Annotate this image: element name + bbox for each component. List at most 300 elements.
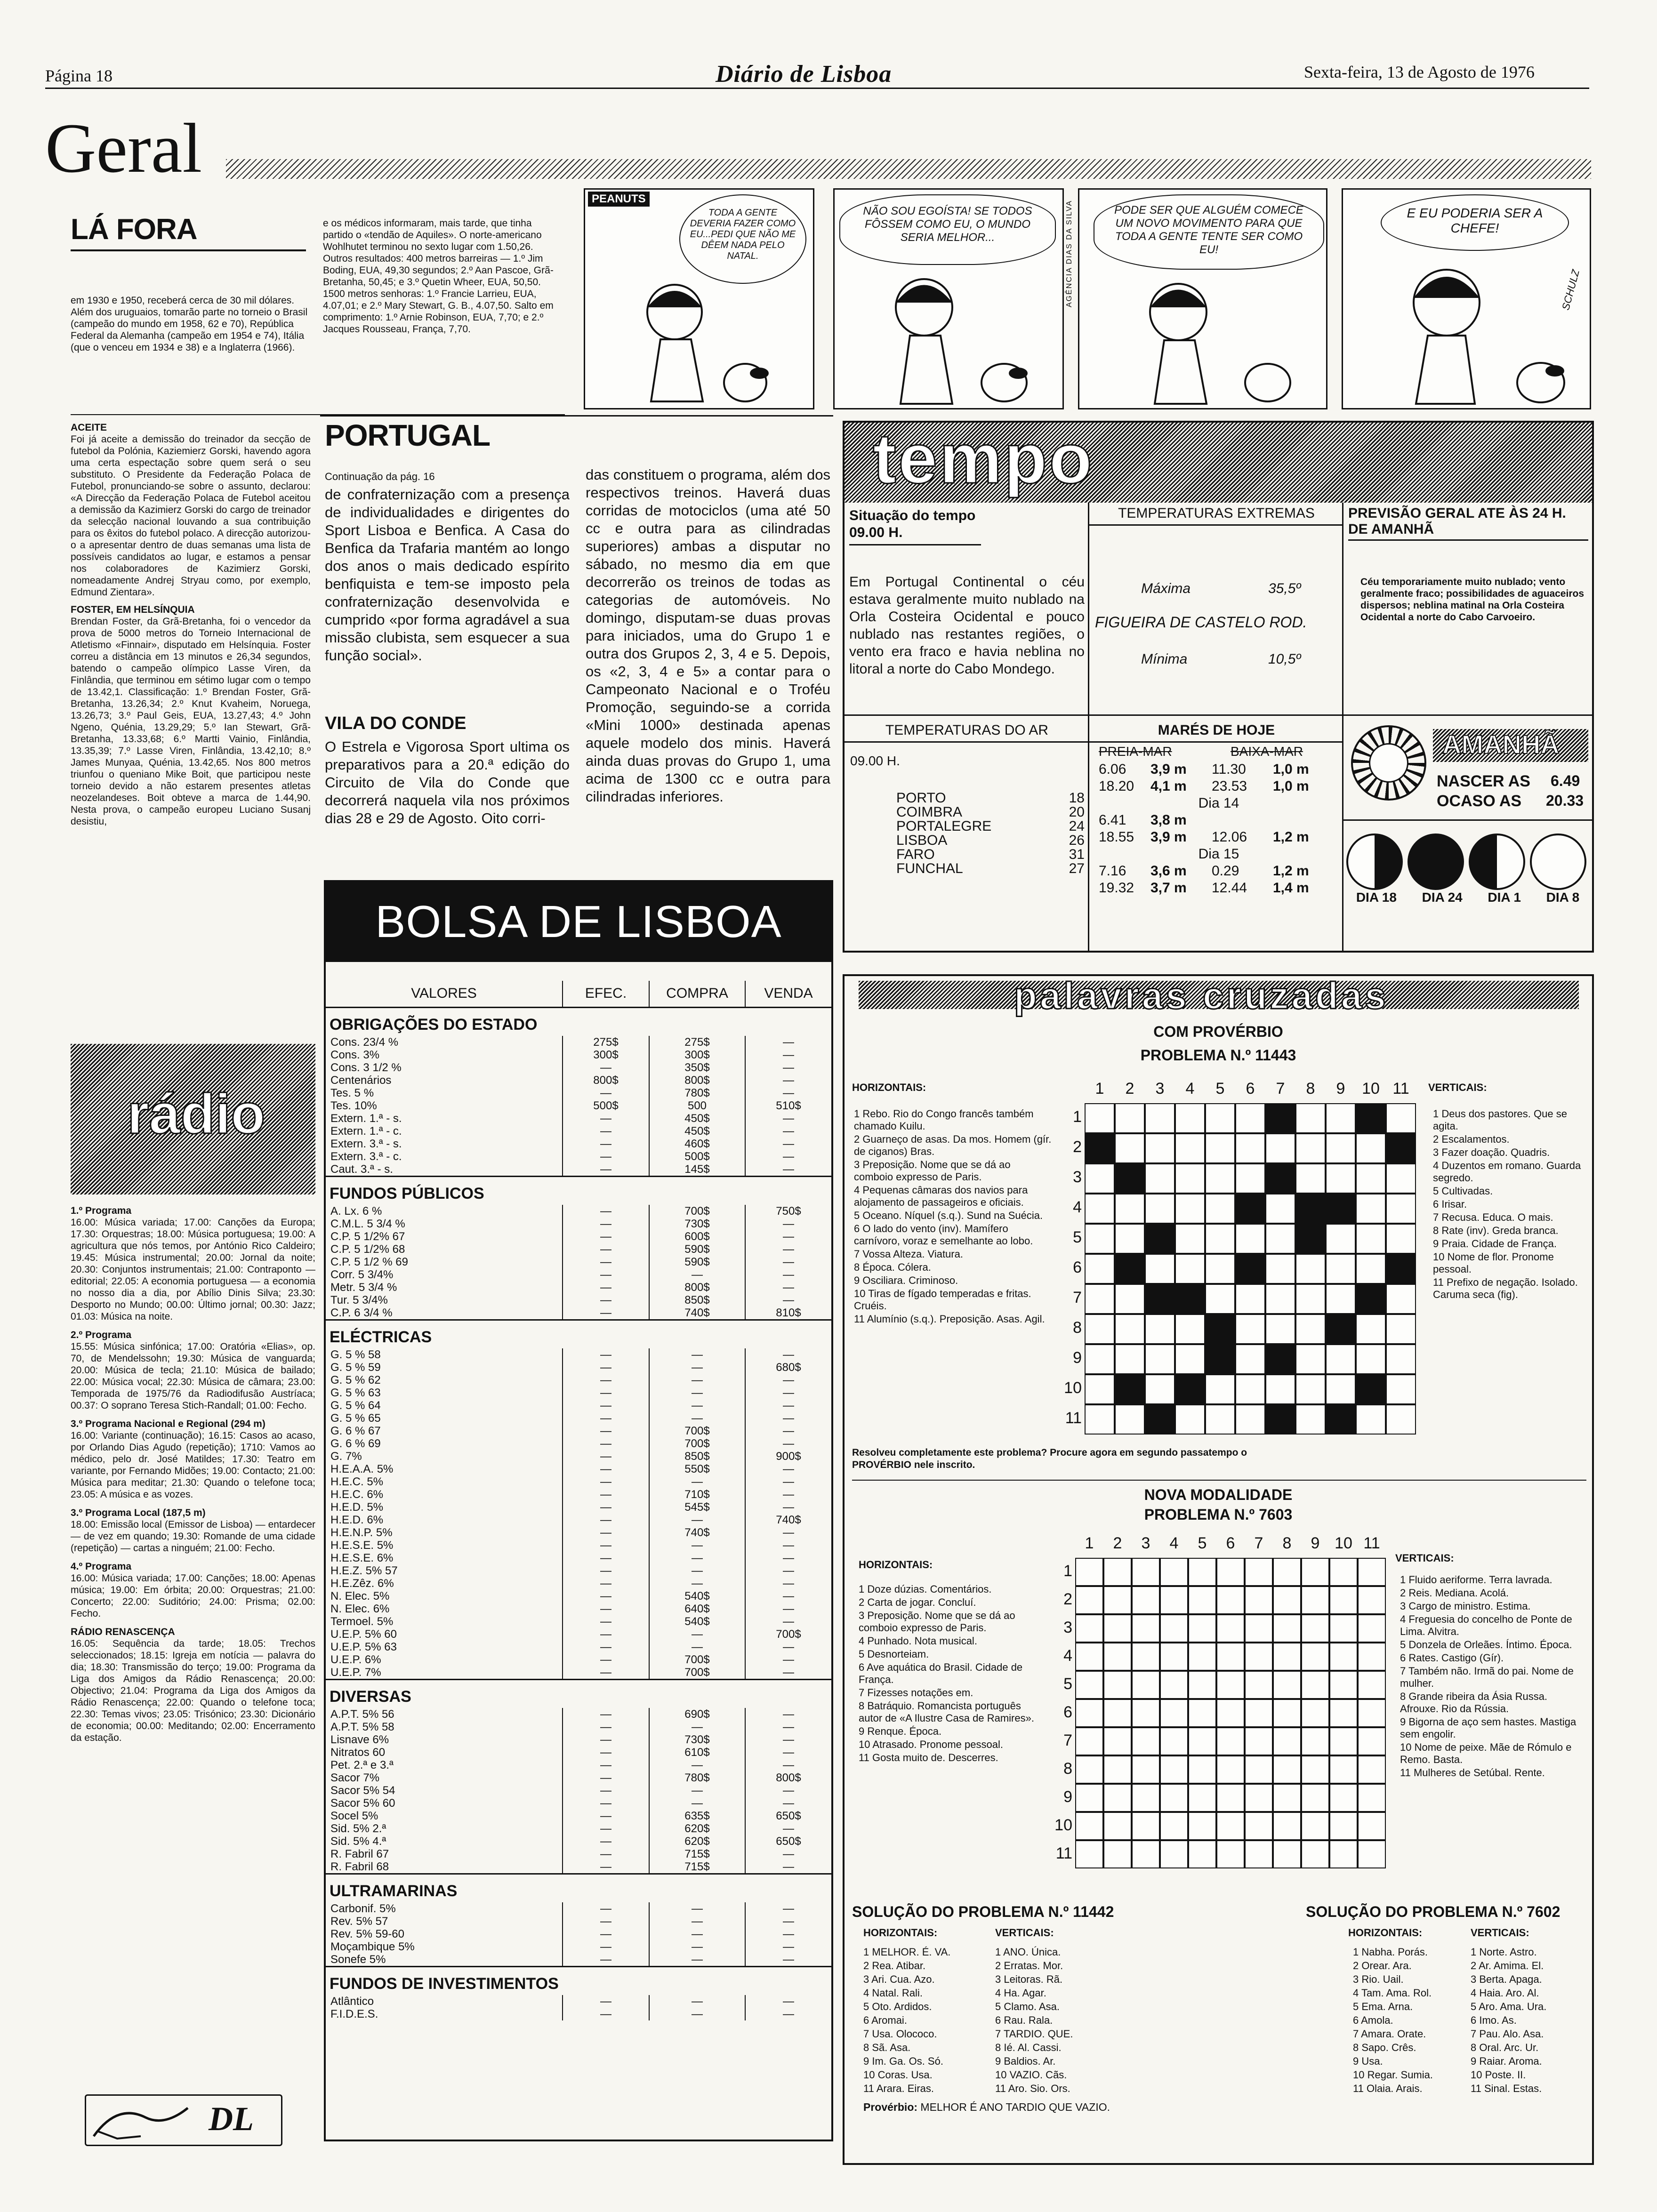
crossword-cell[interactable] (1115, 1163, 1145, 1194)
crossword-cell[interactable] (1115, 1133, 1145, 1163)
crossword-cell[interactable] (1160, 1812, 1188, 1840)
crossword-cell[interactable] (1356, 1344, 1386, 1374)
clue-item: 7 TARDIO. QUE. (995, 2028, 1073, 2040)
table-row (326, 1450, 831, 1463)
crossword-cell[interactable] (1075, 1643, 1103, 1671)
crossword-cell[interactable] (1160, 1614, 1188, 1643)
crossword-cell[interactable] (1273, 1671, 1301, 1699)
crossword-cell[interactable] (1273, 1614, 1301, 1643)
crossword-cell[interactable] (1085, 1284, 1115, 1314)
crossword-cell[interactable] (1188, 1699, 1216, 1727)
crossword-cell[interactable] (1295, 1133, 1326, 1163)
crossword-cell[interactable] (1160, 1699, 1188, 1727)
crossword-cell[interactable] (1356, 1314, 1386, 1344)
bolsa-compra: — (649, 1348, 745, 1361)
problem-1-title: PROBLEMA N.º 11443 (1140, 1047, 1296, 1064)
crossword-cell[interactable] (1075, 1727, 1103, 1755)
table-row (326, 1049, 831, 1061)
crossword-cell[interactable] (1160, 1840, 1188, 1868)
bolsa-valor: C.P. 6 3/4 % (326, 1306, 563, 1320)
crossword-cell[interactable] (1245, 1586, 1273, 1614)
crossword-cell[interactable] (1132, 1755, 1160, 1784)
bolsa-efec: — (563, 1822, 649, 1835)
crossword-cell[interactable] (1301, 1755, 1329, 1784)
crossword-cell[interactable] (1301, 1699, 1329, 1727)
bolsa-valor: U.E.P. 7% (326, 1666, 563, 1680)
crossword-cell[interactable] (1245, 1812, 1273, 1840)
clue-item: 4 Freguesia do concelho de Ponte de Lima. Alvitra. (1400, 1613, 1572, 1637)
clue-item: 5 Donzela de Orleães. Íntimo. Época. (1400, 1639, 1572, 1651)
crossword-cell[interactable] (1132, 1558, 1160, 1586)
crossword-cell[interactable] (1235, 1163, 1265, 1194)
ar-panel (845, 716, 1089, 951)
bolsa-efec: — (563, 1603, 649, 1615)
crossword-cell[interactable] (1085, 1254, 1115, 1284)
crossword-cell[interactable] (1160, 1727, 1188, 1755)
table-row (326, 1835, 831, 1848)
crossword-cell[interactable] (1329, 1671, 1358, 1699)
crossword-cell[interactable] (1188, 1643, 1216, 1671)
crossword-cell[interactable] (1175, 1163, 1205, 1194)
crossword-cell[interactable] (1205, 1194, 1235, 1224)
clue-item: 3 Preposição. Nome que se dá ao comboio expresso de Paris. (859, 1610, 1015, 1634)
crossword-cell[interactable] (1245, 1558, 1273, 1586)
crossword-cell[interactable] (1103, 1812, 1132, 1840)
crossword-cell[interactable] (1145, 1133, 1175, 1163)
crossword-cell[interactable] (1301, 1558, 1329, 1586)
crossword-cell[interactable] (1188, 1812, 1216, 1840)
crossword-cell[interactable] (1188, 1727, 1216, 1755)
crossword-cell[interactable] (1145, 1194, 1175, 1224)
crossword-cell[interactable] (1075, 1558, 1103, 1586)
crossword-cell[interactable] (1216, 1558, 1245, 1586)
crossword-cell[interactable] (1216, 1812, 1245, 1840)
crossword-cell[interactable] (1265, 1404, 1295, 1435)
clue-item: 2 Rea. Atibar. (863, 1960, 926, 1972)
crossword-cell[interactable] (1075, 1614, 1103, 1643)
crossword-cell[interactable] (1326, 1133, 1356, 1163)
crossword-cell[interactable] (1265, 1344, 1295, 1374)
crossword-cell[interactable] (1329, 1784, 1358, 1812)
crossword-cell[interactable] (1295, 1284, 1326, 1314)
crossword-cell[interactable] (1160, 1643, 1188, 1671)
crossword-cell[interactable] (1295, 1374, 1326, 1404)
crossword-cell[interactable] (1205, 1404, 1235, 1435)
crossword-cell[interactable] (1356, 1133, 1386, 1163)
crossword-cell[interactable] (1265, 1103, 1295, 1133)
crossword-cell[interactable] (1329, 1558, 1358, 1586)
bolsa-compra: 450$ (649, 1112, 745, 1125)
crossword-cell[interactable] (1132, 1671, 1160, 1699)
crossword-cell[interactable] (1329, 1812, 1358, 1840)
aceite-heading: ACEITE (71, 422, 107, 433)
crossword-cell[interactable] (1103, 1614, 1132, 1643)
crossword-cell[interactable] (1273, 1558, 1301, 1586)
crossword-cell[interactable] (1265, 1284, 1295, 1314)
crossword-cell[interactable] (1265, 1374, 1295, 1404)
crossword-cell[interactable] (1329, 1755, 1358, 1784)
crossword-cell[interactable] (1273, 1727, 1301, 1755)
crossword-cell[interactable] (1273, 1840, 1301, 1868)
crossword-cell[interactable] (1265, 1163, 1295, 1194)
crossword-cell[interactable] (1205, 1254, 1235, 1284)
crossword-cell[interactable] (1329, 1643, 1358, 1671)
crossword-cell[interactable] (1265, 1133, 1295, 1163)
crossword-cell[interactable] (1273, 1784, 1301, 1812)
crossword-cell[interactable] (1356, 1224, 1386, 1254)
crossword-cell[interactable] (1175, 1284, 1205, 1314)
crossword-cell[interactable] (1175, 1133, 1205, 1163)
crossword-cell[interactable] (1356, 1103, 1386, 1133)
bolsa-venda: 810$ (776, 1306, 801, 1319)
crossword-cell[interactable] (1103, 1755, 1132, 1784)
crossword-cell[interactable] (1175, 1254, 1205, 1284)
crossword-cell[interactable] (1295, 1314, 1326, 1344)
crossword-cell[interactable] (1358, 1614, 1386, 1643)
crossword-cell[interactable] (1085, 1194, 1115, 1224)
crossword-cell[interactable] (1329, 1614, 1358, 1643)
crossword-cell[interactable] (1326, 1344, 1356, 1374)
crossword-cell[interactable] (1358, 1840, 1386, 1868)
bolsa-venda: — (783, 1281, 794, 1294)
crossword-cell[interactable] (1295, 1404, 1326, 1435)
crossword-cell[interactable] (1235, 1284, 1265, 1314)
crossword-cell[interactable] (1301, 1812, 1329, 1840)
crossword-cell[interactable] (1115, 1344, 1145, 1374)
bolsa-efec: — (563, 1268, 649, 1281)
crossword-cell[interactable] (1216, 1755, 1245, 1784)
minima-label: Mínima (1141, 651, 1188, 667)
crossword-cell[interactable] (1326, 1103, 1356, 1133)
crossword-cell[interactable] (1175, 1314, 1205, 1344)
crossword-cell[interactable] (1329, 1699, 1358, 1727)
crossword-cell[interactable] (1103, 1558, 1132, 1586)
crossword-cell[interactable] (1145, 1404, 1175, 1435)
crossword-cell[interactable] (1245, 1614, 1273, 1643)
crossword-cell[interactable] (1265, 1254, 1295, 1284)
crossword-cell[interactable] (1085, 1374, 1115, 1404)
tempo-banner (845, 419, 1592, 503)
crossword-cell[interactable] (1085, 1404, 1115, 1435)
crossword-cell[interactable] (1216, 1643, 1245, 1671)
crossword-cell[interactable] (1326, 1254, 1356, 1284)
crossword-cell[interactable] (1386, 1344, 1416, 1374)
crossword-cell[interactable] (1175, 1224, 1205, 1254)
bolsa-efec: — (563, 1437, 649, 1450)
bolsa-efec: 500$ (563, 1099, 649, 1112)
crossword-cell[interactable] (1085, 1344, 1115, 1374)
crossword-cell[interactable] (1205, 1163, 1235, 1194)
clue-item: 8 Oral. Arc. Ur. (1471, 2042, 1539, 2053)
crossword-cell[interactable] (1216, 1840, 1245, 1868)
crossword-cell[interactable] (1188, 1671, 1216, 1699)
comic-panel-3 (1065, 188, 1327, 409)
crossword-cell[interactable] (1075, 1812, 1103, 1840)
crossword-cell[interactable] (1235, 1404, 1265, 1435)
crossword-cell[interactable] (1115, 1194, 1145, 1224)
crossword-cell[interactable] (1085, 1163, 1115, 1194)
crossword-cell[interactable] (1103, 1840, 1132, 1868)
crossword-cell[interactable] (1358, 1558, 1386, 1586)
bolsa-compra: 610$ (649, 1746, 745, 1759)
crossword-cell[interactable] (1326, 1163, 1356, 1194)
clue-item: 5 Oto. Ardidos. (863, 2001, 932, 2012)
crossword-cell[interactable] (1265, 1194, 1295, 1224)
bolsa-venda: — (783, 1640, 794, 1653)
crossword-cell[interactable] (1356, 1374, 1386, 1404)
crossword-cell[interactable] (1145, 1163, 1175, 1194)
crossword-cell[interactable] (1216, 1671, 1245, 1699)
crossword-cell[interactable] (1205, 1224, 1235, 1254)
crossword-cell[interactable] (1265, 1224, 1295, 1254)
crossword-cell[interactable] (1245, 1840, 1273, 1868)
crossword-cell[interactable] (1115, 1103, 1145, 1133)
crossword-cell[interactable] (1175, 1194, 1205, 1224)
previsao-panel (1343, 503, 1592, 738)
crossword-cell[interactable] (1132, 1812, 1160, 1840)
crossword-cell[interactable] (1145, 1284, 1175, 1314)
crossword-cell[interactable] (1235, 1224, 1265, 1254)
crossword-cell[interactable] (1356, 1284, 1386, 1314)
bolsa-table (326, 981, 831, 2020)
crossword-cell[interactable] (1386, 1163, 1416, 1194)
crossword-cell[interactable] (1175, 1374, 1205, 1404)
table-row (326, 1733, 831, 1746)
crossword-cell[interactable] (1386, 1194, 1416, 1224)
crossword-cell[interactable] (1295, 1163, 1326, 1194)
crossword-cell[interactable] (1085, 1133, 1115, 1163)
crossword-cell[interactable] (1160, 1784, 1188, 1812)
city-temp: 24 (1069, 818, 1085, 834)
crossword-cell[interactable] (1205, 1133, 1235, 1163)
crossword-cell[interactable] (1326, 1194, 1356, 1224)
bolsa-efec: — (563, 1526, 649, 1539)
crossword-cell[interactable] (1085, 1314, 1115, 1344)
moon-phases (1346, 834, 1591, 885)
crossword-cell[interactable] (1356, 1194, 1386, 1224)
crossword-cell[interactable] (1188, 1784, 1216, 1812)
crossword-cell[interactable] (1115, 1374, 1145, 1404)
crossword-cell[interactable] (1386, 1133, 1416, 1163)
crossword-cell[interactable] (1188, 1840, 1216, 1868)
crossword-cell[interactable] (1115, 1284, 1145, 1314)
grid-column-number: 7 (1276, 1080, 1285, 1098)
crossword-cell[interactable] (1235, 1254, 1265, 1284)
crossword-cell[interactable] (1132, 1699, 1160, 1727)
crossword-cell[interactable] (1188, 1558, 1216, 1586)
crossword-cell[interactable] (1085, 1103, 1115, 1133)
bolsa-compra: 730$ (649, 1218, 745, 1230)
crossword-cell[interactable] (1145, 1314, 1175, 1344)
crossword-cell[interactable] (1103, 1643, 1132, 1671)
crossword-cell[interactable] (1145, 1224, 1175, 1254)
crossword-cell[interactable] (1145, 1344, 1175, 1374)
crossword-cell[interactable] (1103, 1671, 1132, 1699)
crossword-cell[interactable] (1205, 1103, 1235, 1133)
crossword-cell[interactable] (1386, 1404, 1416, 1435)
crossword-cell[interactable] (1160, 1558, 1188, 1586)
crossword-cell[interactable] (1115, 1224, 1145, 1254)
crossword-cell[interactable] (1205, 1374, 1235, 1404)
crossword-cell[interactable] (1326, 1374, 1356, 1404)
crossword-cell[interactable] (1273, 1586, 1301, 1614)
crossword-cell[interactable] (1160, 1671, 1188, 1699)
crossword-cell[interactable] (1358, 1643, 1386, 1671)
crossword-cell[interactable] (1085, 1224, 1115, 1254)
crossword-cell[interactable] (1326, 1404, 1356, 1435)
crossword-cell[interactable] (1386, 1374, 1416, 1404)
crossword-cell[interactable] (1356, 1254, 1386, 1284)
crossword-cell[interactable] (1386, 1314, 1416, 1344)
crossword-cell[interactable] (1265, 1314, 1295, 1344)
crossword-cell[interactable] (1386, 1224, 1416, 1254)
crossword-cell[interactable] (1235, 1133, 1265, 1163)
bolsa-compra: — (649, 1784, 745, 1797)
crossword-cell[interactable] (1301, 1840, 1329, 1868)
clue-item: 5 Oceano. Níquel (s.q.). Sund na Suécia. (854, 1210, 1043, 1221)
crossword-cell[interactable] (1386, 1254, 1416, 1284)
situacao-text: Em Portugal Continental o céu estava geralmente muito nublado na Orla Costeira Ocidental e pouco nublado nas restantes regiões, o vento era fraco e havia neblina no litoral a norte do Cabo Mondego. (849, 574, 1085, 677)
crossword-cell[interactable] (1301, 1727, 1329, 1755)
crossword-cell[interactable] (1132, 1586, 1160, 1614)
crossword-cell[interactable] (1301, 1784, 1329, 1812)
crossword-cell[interactable] (1132, 1784, 1160, 1812)
bolsa-venda: — (783, 1137, 794, 1150)
crossword-cell[interactable] (1235, 1194, 1265, 1224)
crossword-cell[interactable] (1329, 1586, 1358, 1614)
crossword-cell[interactable] (1326, 1314, 1356, 1344)
footer-logo-text: DL (209, 2100, 254, 2138)
bolsa-venda: — (783, 1112, 794, 1125)
crossword-cell[interactable] (1326, 1284, 1356, 1314)
crossword-cell[interactable] (1386, 1103, 1416, 1133)
crossword-cell[interactable] (1175, 1103, 1205, 1133)
crossword-cell[interactable] (1301, 1643, 1329, 1671)
crossword-cell[interactable] (1075, 1586, 1103, 1614)
crossword-cell[interactable] (1386, 1284, 1416, 1314)
vila-conde-heading: VILA DO CONDE (325, 713, 467, 733)
crossword-cell[interactable] (1205, 1314, 1235, 1344)
crossword-cell[interactable] (1235, 1103, 1265, 1133)
crossword-cell[interactable] (1216, 1784, 1245, 1812)
crossword-cell[interactable] (1245, 1643, 1273, 1671)
crossword-cell[interactable] (1132, 1614, 1160, 1643)
crossword-cell[interactable] (1115, 1254, 1145, 1284)
crossword-cell[interactable] (1295, 1103, 1326, 1133)
problem-2-title: PROBLEMA N.º 7603 (1144, 1506, 1293, 1523)
crossword-cell[interactable] (1103, 1784, 1132, 1812)
crossword-cell[interactable] (1145, 1103, 1175, 1133)
portugal-text-2: das constituem o programa, além dos respectivos treinos. Haverá duas corridas de motociclos (uma até 50 cc e outra para as cilindradas superiores) ambas a disputar no sábado, no mesmo dia em que decorrerão os treinos de todas as categorias de automóveis. No domingo, disputam-se duas provas para iniciados, uma do Grupo 1 e outra dos Grupos 2, 3, 4 e 5. Depois, os «2, 3, 4 e 5» a contar para o Campeonato Nacional e o Troféu Promoção, seguindo-se a corrida «Mini 1000» destinada apenas aquele modelo dos minis. Haverá ainda duas provas do Grupo 1, uma acima de 1300 cc e outra para cilindradas inferiores. (586, 466, 830, 805)
crossword-cell[interactable] (1103, 1586, 1132, 1614)
comic-panel-1 (584, 188, 814, 409)
crossword-cell[interactable] (1075, 1755, 1103, 1784)
crossword-cell[interactable] (1145, 1374, 1175, 1404)
crossword-cell[interactable] (1235, 1374, 1265, 1404)
clue-item: 9 Raiar. Aroma. (1471, 2055, 1542, 2067)
crossword-cell[interactable] (1301, 1586, 1329, 1614)
bolsa-venda: 510$ (776, 1099, 801, 1112)
crossword-cell[interactable] (1216, 1699, 1245, 1727)
crossword-cell[interactable] (1301, 1614, 1329, 1643)
crossword-cell[interactable] (1358, 1727, 1386, 1755)
crossword-cell[interactable] (1175, 1344, 1205, 1374)
p1-vertical-clues (1433, 1108, 1588, 1302)
crossword-cell[interactable] (1205, 1344, 1235, 1374)
crossword-cell[interactable] (1245, 1755, 1273, 1784)
clue-item: 1 ANO. Única. (995, 1946, 1061, 1958)
crossword-cell[interactable] (1216, 1586, 1245, 1614)
crossword-cell[interactable] (1188, 1586, 1216, 1614)
crossword-cell[interactable] (1160, 1586, 1188, 1614)
crossword-cell[interactable] (1356, 1404, 1386, 1435)
crossword-cell[interactable] (1326, 1224, 1356, 1254)
crossword-cell[interactable] (1235, 1314, 1265, 1344)
table-row (326, 1425, 831, 1437)
tide-h1: 4,1 m (1150, 778, 1187, 794)
crossword-cell[interactable] (1103, 1727, 1132, 1755)
crossword-cell[interactable] (1245, 1671, 1273, 1699)
crossword-cell[interactable] (1132, 1727, 1160, 1755)
crossword-cell[interactable] (1245, 1727, 1273, 1755)
crossword-cell[interactable] (1273, 1699, 1301, 1727)
crossword-cell[interactable] (1103, 1699, 1132, 1727)
crossword-cell[interactable] (1358, 1586, 1386, 1614)
crossword-cell[interactable] (1216, 1614, 1245, 1643)
bolsa-valor: G. 5 % 62 (326, 1374, 563, 1387)
p1-grid (1061, 1080, 1419, 1437)
crossword-cell[interactable] (1301, 1671, 1329, 1699)
crossword-cell[interactable] (1329, 1727, 1358, 1755)
crossword-cell[interactable] (1075, 1840, 1103, 1868)
crossword-cell[interactable] (1132, 1643, 1160, 1671)
crossword-cell[interactable] (1205, 1284, 1235, 1314)
crossword-cell[interactable] (1115, 1404, 1145, 1435)
crossword-cell[interactable] (1075, 1699, 1103, 1727)
crossword-cell[interactable] (1295, 1344, 1326, 1374)
crossword-cell[interactable] (1235, 1344, 1265, 1374)
crossword-cell[interactable] (1358, 1755, 1386, 1784)
crossword-cell[interactable] (1245, 1699, 1273, 1727)
crossword-cell[interactable] (1295, 1194, 1326, 1224)
crossword-cell[interactable] (1295, 1224, 1326, 1254)
crossword-cell[interactable] (1145, 1254, 1175, 1284)
bolsa-compra: — (649, 1797, 745, 1810)
crossword-cell[interactable] (1175, 1404, 1205, 1435)
crossword-cell[interactable] (1160, 1755, 1188, 1784)
crossword-cell[interactable] (1329, 1840, 1358, 1868)
crossword-cell[interactable] (1356, 1163, 1386, 1194)
crossword-cell[interactable] (1358, 1812, 1386, 1840)
crossword-cell[interactable] (1216, 1727, 1245, 1755)
tide-p2 (1212, 812, 1273, 829)
crossword-cell[interactable] (1188, 1755, 1216, 1784)
crossword-cell[interactable] (1115, 1314, 1145, 1344)
crossword-cell[interactable] (1273, 1643, 1301, 1671)
crossword-cell[interactable] (1273, 1755, 1301, 1784)
table-row (326, 2008, 831, 2020)
crossword-cell[interactable] (1188, 1614, 1216, 1643)
crossword-cell[interactable] (1075, 1671, 1103, 1699)
crossword-cell[interactable] (1295, 1254, 1326, 1284)
crossword-cell[interactable] (1245, 1784, 1273, 1812)
crossword-cell[interactable] (1075, 1784, 1103, 1812)
crossword-cell[interactable] (1358, 1784, 1386, 1812)
crossword-cell[interactable] (1273, 1812, 1301, 1840)
crossword-cell[interactable] (1358, 1671, 1386, 1699)
crossword-cell[interactable] (1358, 1699, 1386, 1727)
crossword-cell[interactable] (1132, 1840, 1160, 1868)
